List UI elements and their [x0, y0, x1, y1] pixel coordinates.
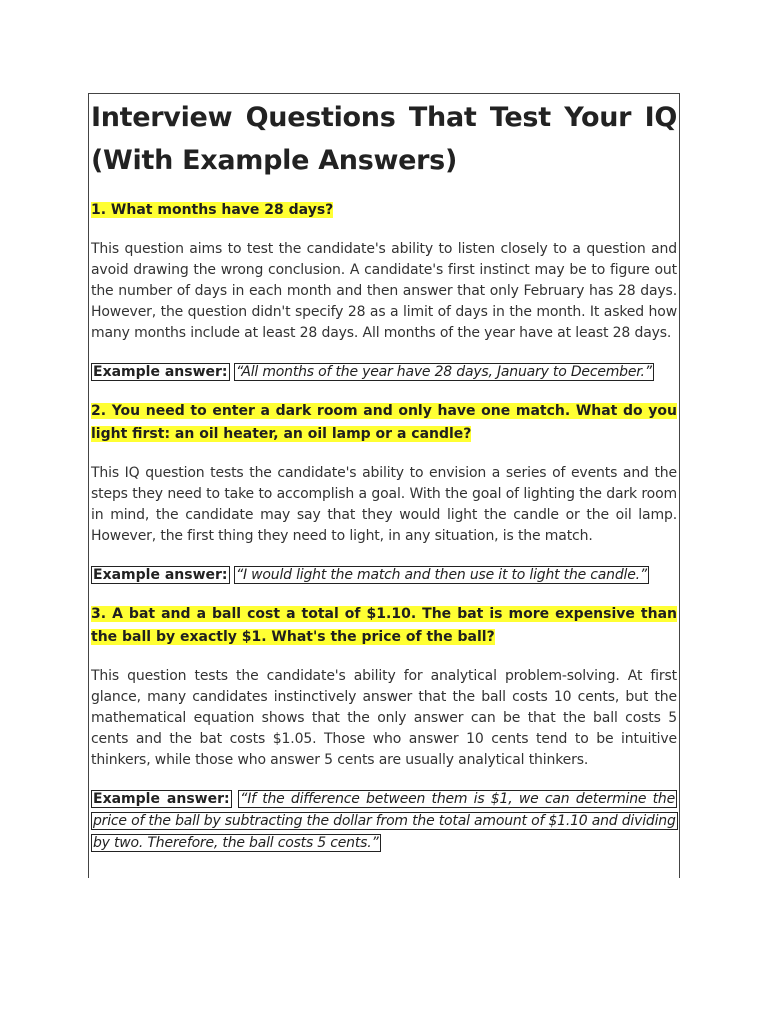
- example-answer: [91, 788, 677, 854]
- question-explanation: This question tests the candidate's ability for analytical problem-solving. At first glance, many candidates instinctively answer that the ball costs 10 cents, but the mathematical equation shows that the only answer can be that the ball costs 5 cents and the bat costs $1.05. Those who answer 10 cents tend to be intuitive thinkers, while those who answer 5 cents are usually analytical thinkers.: [91, 668, 677, 768]
- question-heading: [91, 400, 677, 446]
- document-page: [88, 93, 680, 878]
- document-content: [89, 94, 679, 854]
- question-heading: [91, 603, 677, 649]
- example-answer: [91, 361, 677, 383]
- question-explanation: This question aims to test the candidate's ability to listen closely to a question and avoid drawing the wrong conclusion. A candidate's first instinct may be to figure out the number of days in each month and then answer that only February has 28 days. However, the question didn't specify 28 as a limit of days in the month. It asked how many months include at least 28 days. All months of the year have at least 28 days.: [91, 241, 677, 341]
- example-answer-text: “I would light the match and then use it to light the candle.”: [235, 567, 647, 583]
- example-answer-label: Example answer:: [93, 364, 228, 380]
- question-explanation: This IQ question tests the candidate's ability to envision a series of events and the steps they need to take to accomplish a goal. With the goal of lighting the dark room in mind, the candidate may say that they would light the candle or the oil lamp. However, the first thing they need to light, in any situation, is the match.: [91, 465, 677, 544]
- example-answer-text: “All months of the year have 28 days, January to December.”: [235, 364, 652, 380]
- example-answer: [91, 564, 677, 586]
- page-title: Interview Questions That Test Your IQ (With Example Answers): [91, 102, 677, 176]
- example-answer-label: Example answer:: [93, 791, 230, 807]
- question-text: 3. A bat and a ball cost a total of $1.10. The bat is more expensive than the ball by exactly $1. What's the price of the ball?: [91, 606, 677, 645]
- question-heading: [91, 199, 677, 222]
- question-text: 2. You need to enter a dark room and only have one match. What do you light first: an oil heater, an oil lamp or a candle?: [91, 403, 677, 442]
- question-text: 1. What months have 28 days?: [91, 202, 334, 218]
- example-answer-label: Example answer:: [93, 567, 228, 583]
- example-answer-text: “If the difference between them is $1, we can determine the price of the ball by subtracting the dollar from the total amount of $1.10 and dividing by two. Therefore, the ball costs 5 cents.”: [93, 791, 676, 851]
